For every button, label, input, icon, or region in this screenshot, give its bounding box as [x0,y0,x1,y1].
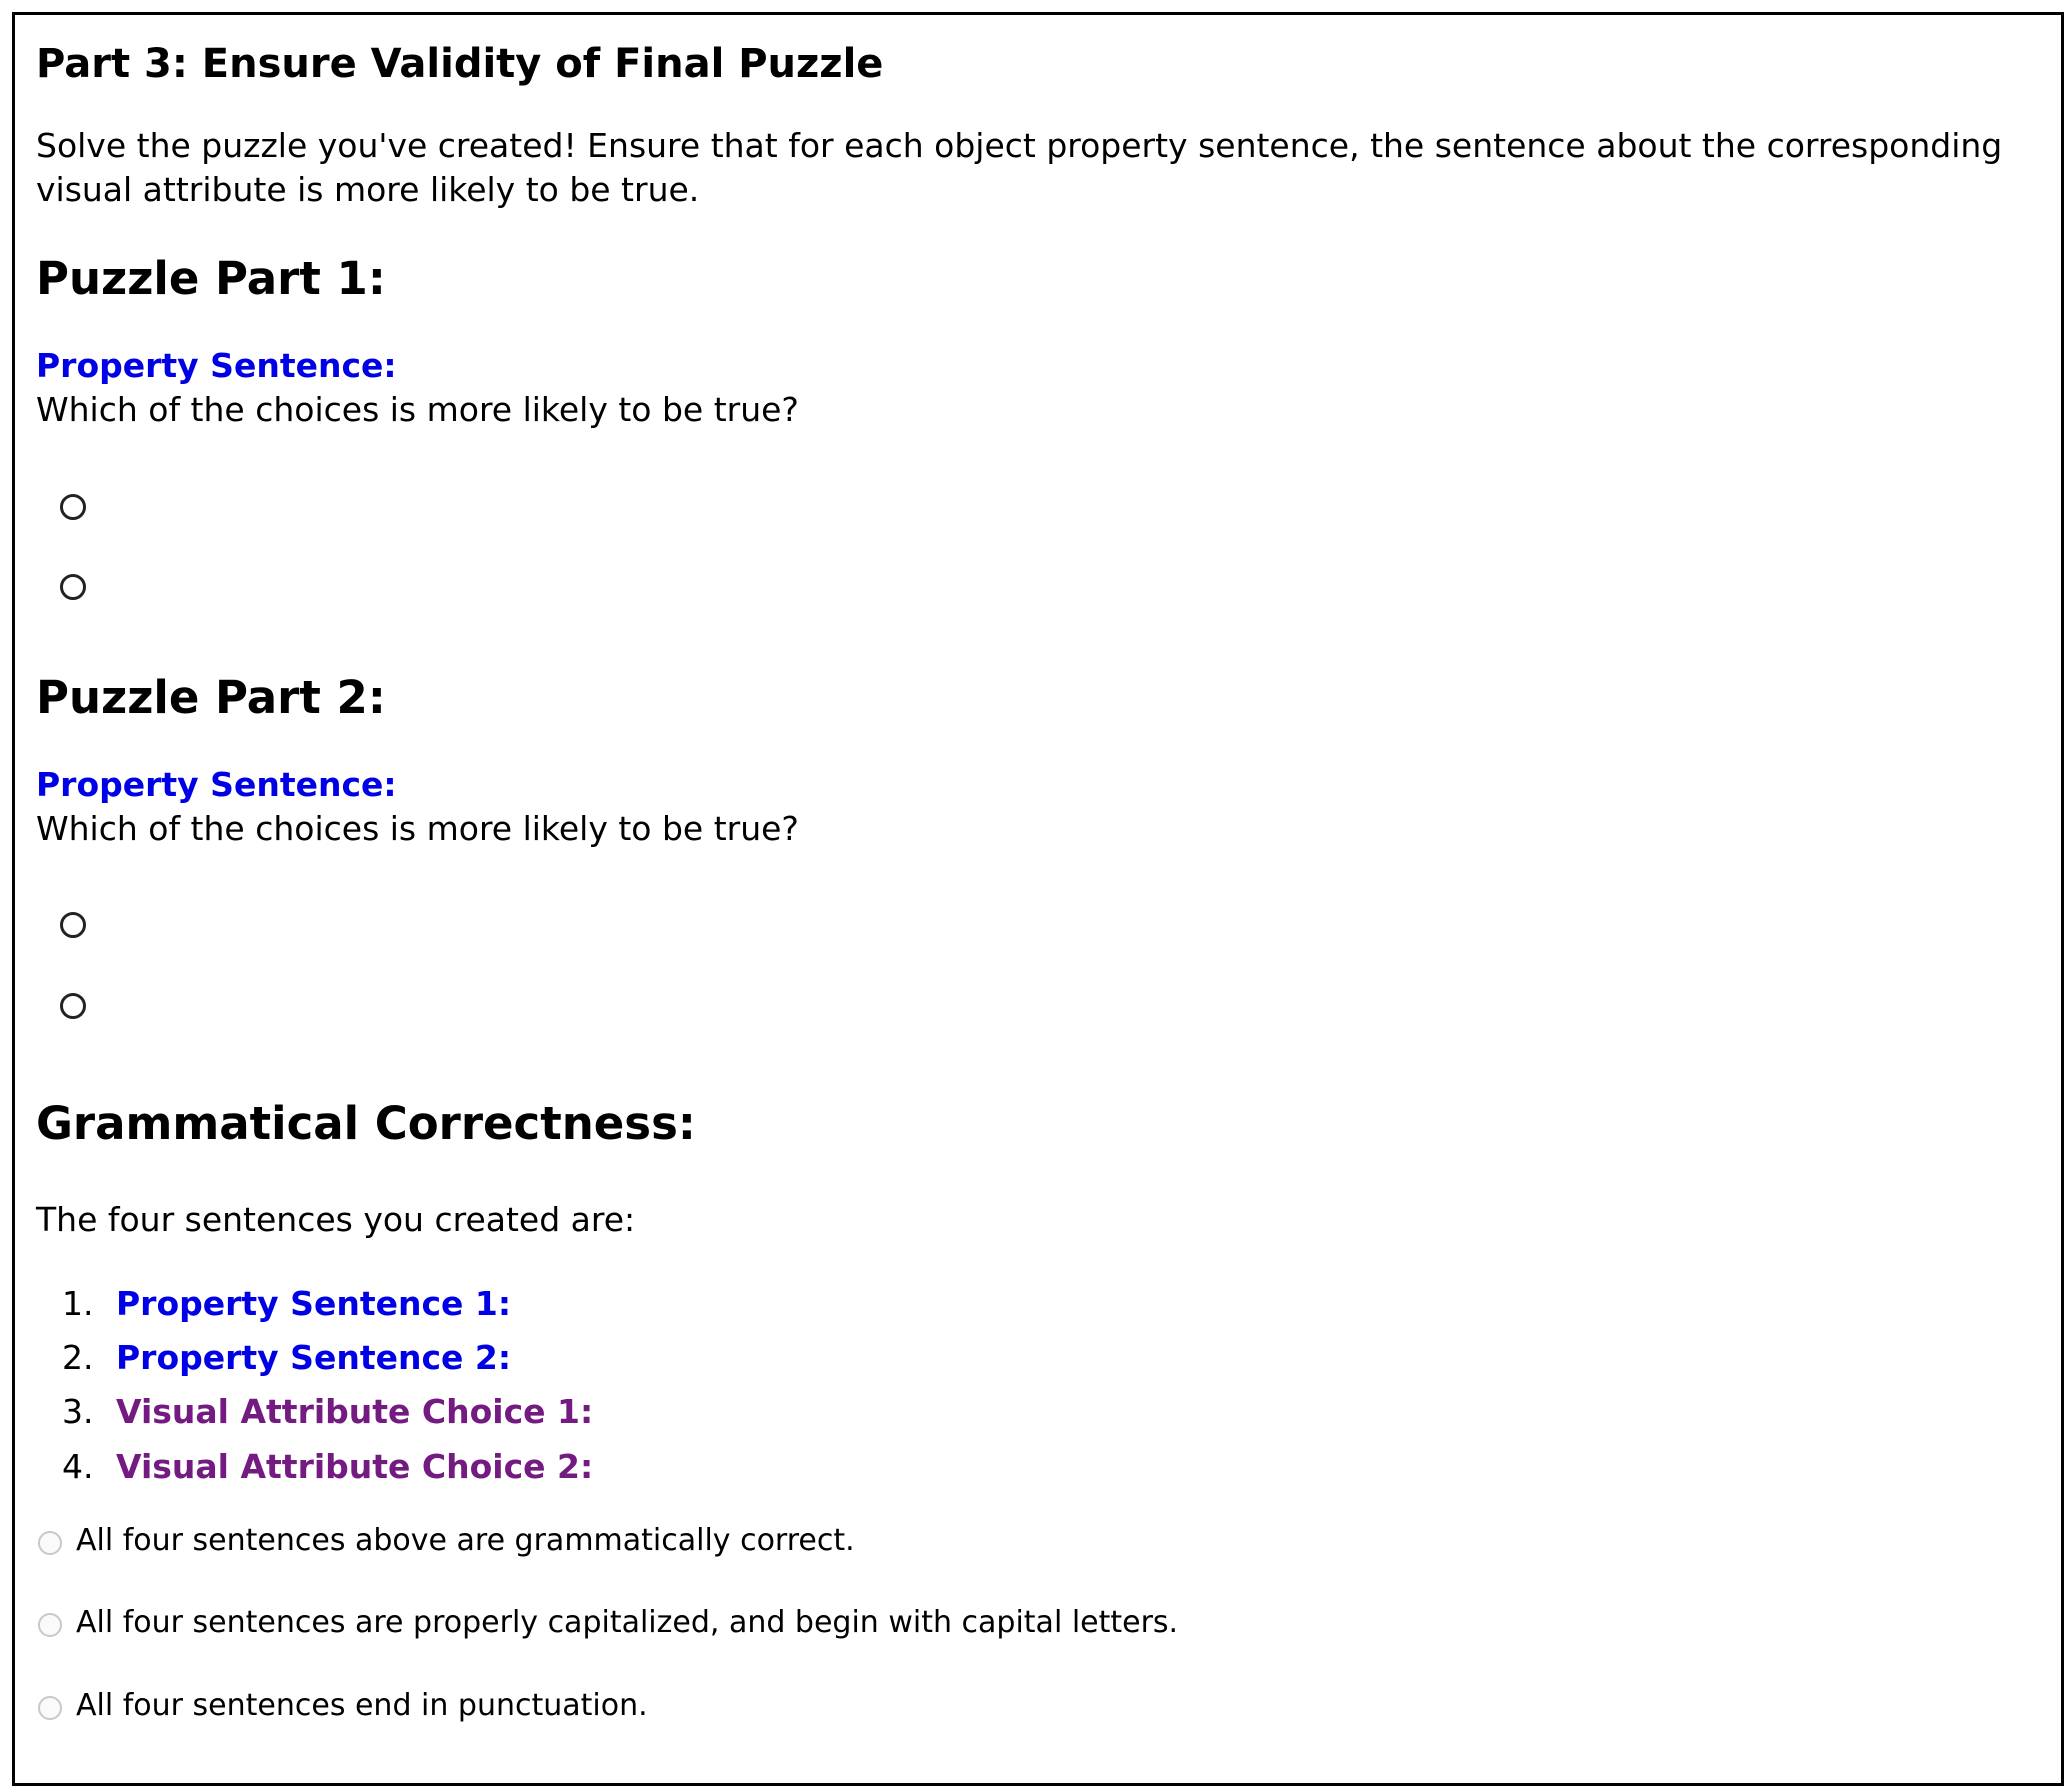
puzzle-part-2-question: Which of the choices is more likely to be true? [36,809,799,848]
grammar-check-1-label[interactable]: All four sentences above are grammatically correct. [76,1523,855,1558]
puzzle-part-2-property-label: Property Sentence: [36,765,397,804]
grammar-check-3-radio[interactable] [38,1696,62,1720]
sentence-list-num-2: 2. [62,1338,94,1377]
puzzle-part-1-heading: Puzzle Part 1: [36,252,386,305]
intro-line-2: visual attribute is more likely to be true. [36,170,700,209]
sentence-list-num-4: 4. [62,1447,94,1486]
puzzle-part-2-choice-2-radio[interactable] [60,993,86,1019]
puzzle-part-1-property-label: Property Sentence: [36,346,397,385]
puzzle-part-1-choice-1-radio[interactable] [60,494,86,520]
part-title: Part 3: Ensure Validity of Final Puzzle [36,41,884,87]
grammar-check-3-label[interactable]: All four sentences end in punctuation. [76,1688,648,1723]
sentence-list-num-1: 1. [62,1284,94,1323]
puzzle-part-2-choice-1-radio[interactable] [60,912,86,938]
puzzle-part-2-heading: Puzzle Part 2: [36,671,386,724]
sentence-list-label-2: Property Sentence 2: [116,1338,512,1377]
sentence-list-num-3: 3. [62,1392,94,1431]
puzzle-part-1-question: Which of the choices is more likely to be true? [36,390,799,429]
sentence-list-label-4: Visual Attribute Choice 2: [116,1447,594,1486]
intro-line-1: Solve the puzzle you've created! Ensure that for each object property sentence, the sentence about the corresponding [36,126,2003,165]
sentence-list-label-3: Visual Attribute Choice 1: [116,1392,594,1431]
sentence-list-label-1: Property Sentence 1: [116,1284,512,1323]
puzzle-part-1-choice-2-radio[interactable] [60,574,86,600]
grammar-check-2-radio[interactable] [38,1613,62,1637]
grammar-intro: The four sentences you created are: [36,1200,636,1239]
grammar-check-1-radio[interactable] [38,1531,62,1555]
intro-text [36,124,2002,212]
grammar-heading: Grammatical Correctness: [36,1097,696,1150]
grammar-check-2-label[interactable]: All four sentences are properly capitalized, and begin with capital letters. [76,1605,1179,1640]
